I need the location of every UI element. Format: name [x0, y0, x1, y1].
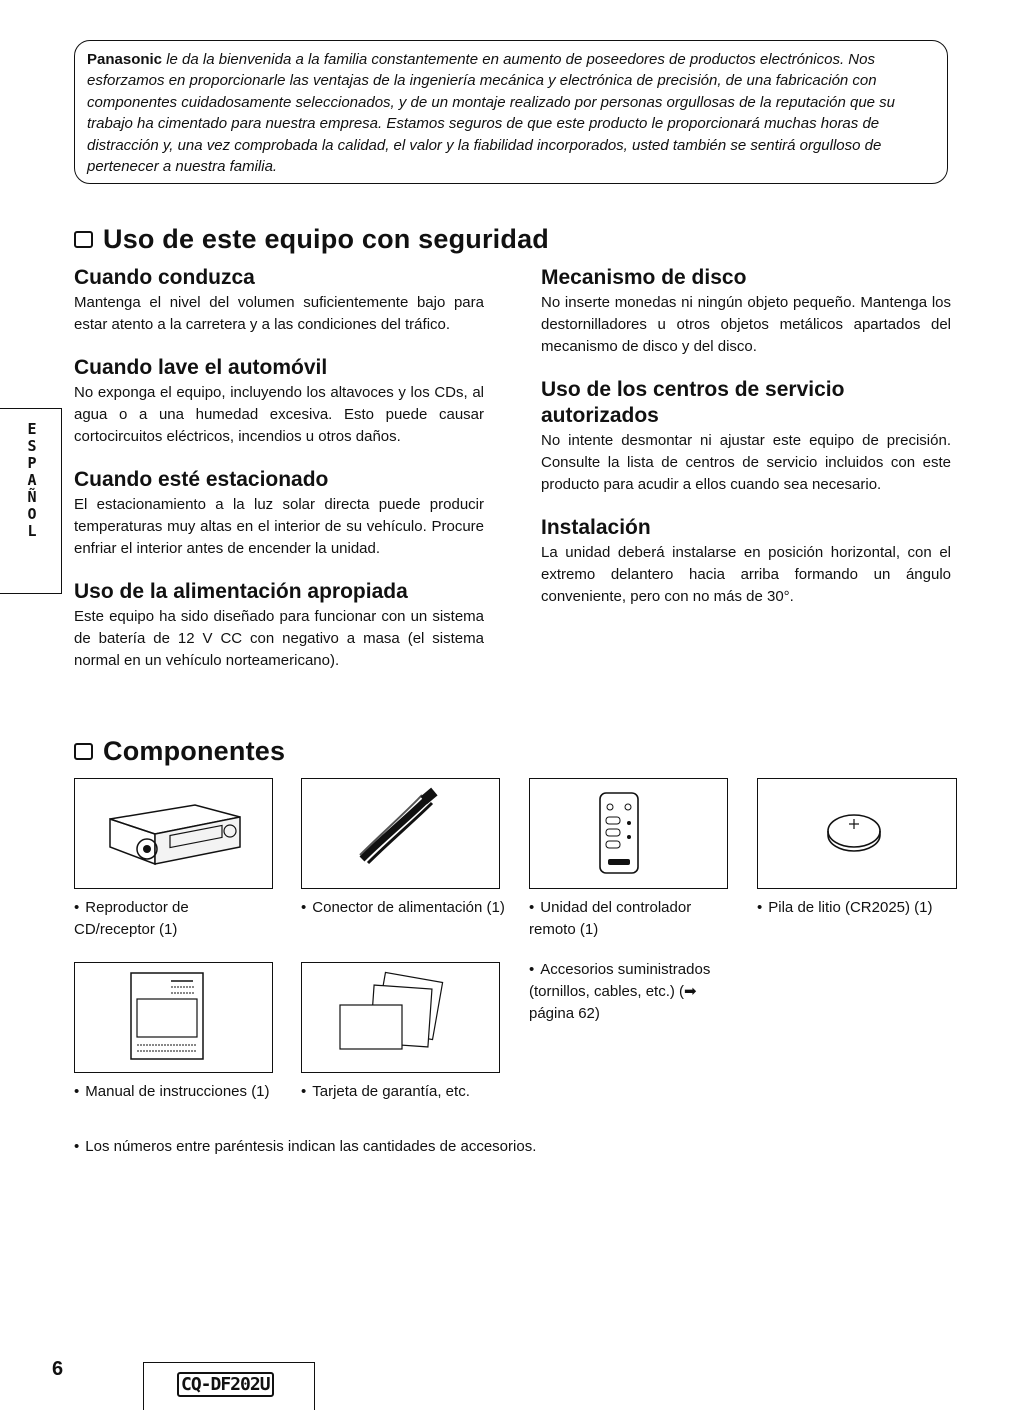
warranty-card-image — [301, 962, 500, 1073]
item-heading: Cuando esté estacionado — [74, 468, 329, 491]
item-heading: Instalación — [541, 516, 651, 539]
accessories-label: • Accesorios suministrados (tornillos, cables, etc.) (➡ página 62) — [529, 959, 739, 1025]
intro-text: le da la bienvenida a la familia constantemente en aumento de poseedores de productos electrónicos. Nos esforzamos en proporcionarle las ventajas de la ingeniería mecánica y electrónica de precisión, de una fabricación con componentes cuidadosamente seleccionados, y de un montaje realizado por personas orgullosas de la reputación que su trabajo ha cimentado para nuestra empresa. Estamos seguros de que este producto le proporcionará muchas horas de distracción y, una vez comprobada la calidad, el valor y la fiabilidad incorporados, usted también se sentirá orgulloso de pertenecer a nuestra familia. — [87, 51, 896, 176]
lithium-battery-image — [757, 778, 957, 889]
manual-image — [74, 962, 273, 1073]
component-label: • Conector de alimentación (1) — [301, 897, 506, 919]
component-label: • Unidad del controlador remoto (1) — [529, 897, 739, 941]
safety-item — [541, 377, 951, 496]
checkbox-icon — [74, 231, 93, 248]
component-label: • Pila de litio (CR2025) (1) — [757, 897, 957, 919]
model-box — [143, 1362, 315, 1410]
safety-item — [74, 355, 484, 448]
item-heading: Uso de la alimentación apropiada — [74, 580, 408, 603]
language-side-tab — [0, 408, 62, 594]
safety-section-title — [74, 224, 549, 255]
item-text: No intente desmontar ni ajustar este equipo de precisión. Consulte la lista de centros de servicio incluidos con este producto para acudir a ellos cuando sea necesario. — [541, 432, 951, 493]
remote-control-icon — [530, 779, 726, 887]
page-number: 6 — [52, 1358, 64, 1380]
item-text: El estacionamiento a la luz solar directa puede producir temperaturas muy altas en el interior de su vehículo. Procure enfriar el interior antes de encender la unidad. — [74, 496, 484, 557]
remote-control-image — [529, 778, 728, 889]
side-tab-label: E S P A Ñ O L — [27, 420, 37, 540]
safety-item — [74, 265, 484, 336]
components-section-title — [74, 736, 285, 767]
item-text: Mantenga el nivel del volumen suficientemente bajo para estar atento a la carretera y a las condiciones del tráfico. — [74, 294, 484, 333]
component-label: • Tarjeta de garantía, etc. — [301, 1081, 511, 1103]
safety-title-text: Uso de este equipo con seguridad — [103, 224, 549, 254]
item-text: Este equipo ha sido diseñado para funcionar con un sistema de batería de 12 V CC con negativo a masa (el sistema normal en un vehículo norteamericano). — [74, 608, 484, 669]
brand-name: Panasonic — [87, 51, 163, 68]
warranty-card-icon — [302, 963, 498, 1071]
components-title-text: Componentes — [103, 736, 286, 766]
item-text: No exponga el equipo, incluyendo los altavoces y los CDs, al agua o a una humedad excesiva. Esto puede causar cortocircuitos eléctricos, incendios u otros daños. — [74, 384, 484, 445]
component-label: • Reproductor de CD/receptor (1) — [74, 897, 264, 941]
safety-right-column — [541, 265, 951, 608]
quantity-note: • Los números entre paréntesis indican las cantidades de accesorios. — [74, 1136, 874, 1158]
cd-receiver-image — [74, 778, 273, 889]
cd-receiver-icon — [75, 779, 271, 887]
power-connector-image — [301, 778, 500, 889]
item-heading: Uso de los centros de servicio autorizados — [541, 378, 845, 427]
safety-item — [74, 467, 484, 560]
item-heading: Cuando lave el automóvil — [74, 356, 328, 379]
intro-box — [74, 40, 948, 184]
item-heading: Mecanismo de disco — [541, 266, 747, 289]
item-text: La unidad deberá instalarse en posición horizontal, con el extremo delantero hacia arriba formando un ángulo conveniente, pero con no más de 30°. — [541, 544, 951, 605]
checkbox-icon — [74, 743, 93, 760]
safety-left-column — [74, 265, 484, 672]
item-heading: Cuando conduzca — [74, 266, 255, 289]
safety-item — [74, 579, 484, 672]
power-connector-icon — [302, 779, 498, 887]
safety-item — [541, 515, 951, 608]
manual-icon — [75, 963, 271, 1071]
safety-item — [541, 265, 951, 358]
item-text: No inserte monedas ni ningún objeto pequeño. Mantenga los destornilladores u otros objetos metálicos apartados del mecanismo de disco y del disco. — [541, 294, 951, 355]
lithium-battery-icon — [758, 779, 954, 887]
component-label: • Manual de instrucciones (1) — [74, 1081, 284, 1103]
model-name: CQ-DF202U — [177, 1372, 274, 1397]
